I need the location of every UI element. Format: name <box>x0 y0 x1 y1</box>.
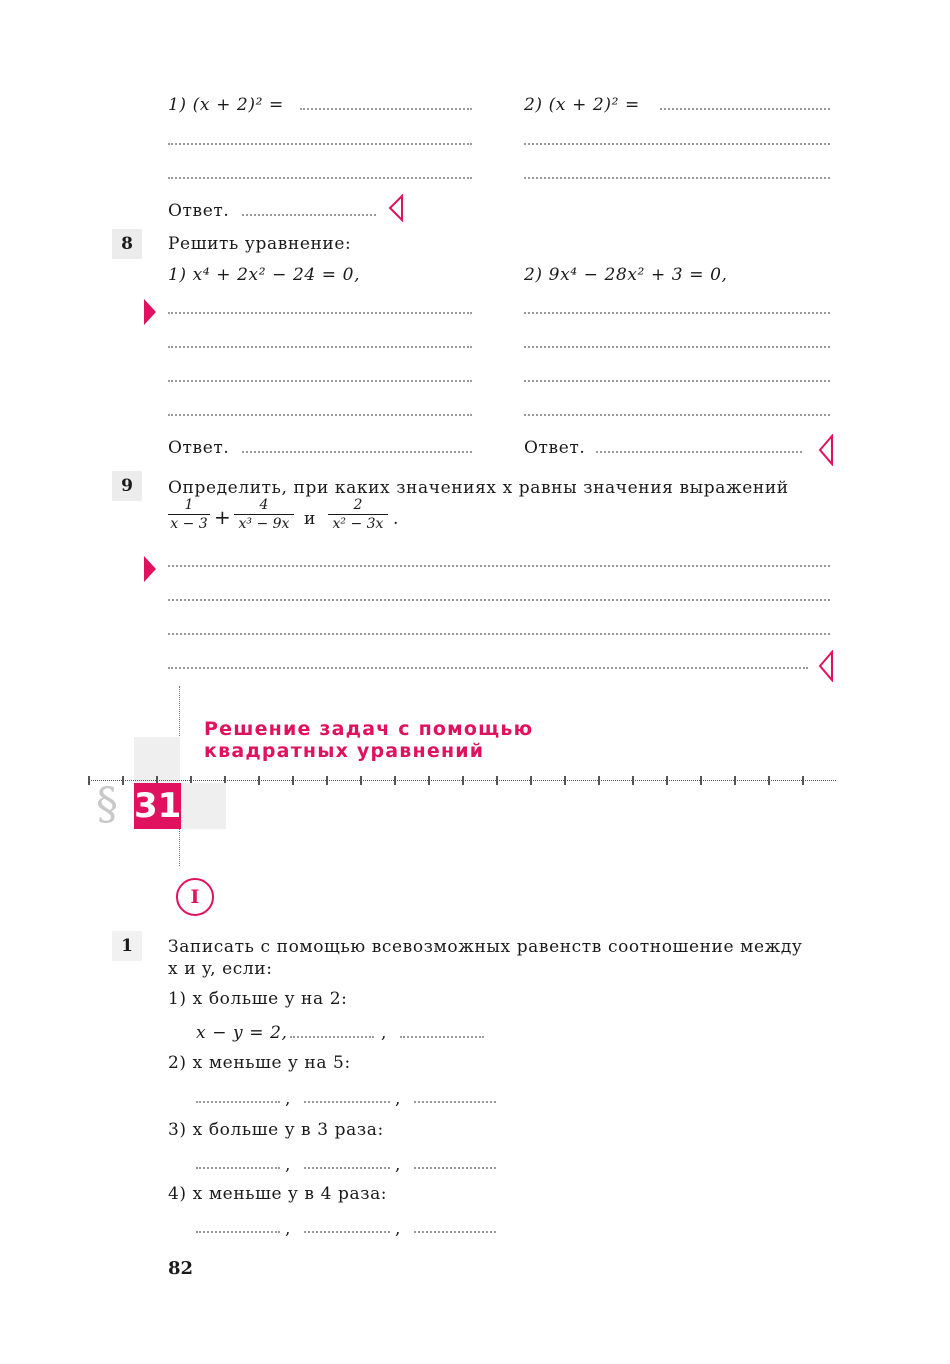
answer-line[interactable] <box>290 1036 374 1038</box>
page-number: 82 <box>168 1258 194 1279</box>
comma: , <box>395 1219 402 1239</box>
task-number: 9 <box>112 471 142 501</box>
task1-prompt-line1: Записать с помощью всевозможных равенств соотношение между <box>168 937 803 957</box>
plus-sign: + <box>214 505 232 529</box>
answer-line[interactable] <box>660 108 830 110</box>
start-marker-icon <box>144 299 156 325</box>
task7-item2: 2) (x + 2)² = <box>524 95 640 115</box>
task1-sub2: 2) x меньше y на 5: <box>168 1053 351 1073</box>
answer-label: Ответ. <box>168 438 230 458</box>
answer-line[interactable] <box>168 380 472 382</box>
ruler-tick <box>292 776 294 785</box>
ruler-tick <box>462 776 464 785</box>
answer-label: Ответ. <box>168 201 230 221</box>
ruler-tick <box>700 776 702 785</box>
answer-line[interactable] <box>400 1036 484 1038</box>
answer-line[interactable] <box>196 1101 280 1103</box>
ruler-tick <box>598 776 600 785</box>
section-title <box>204 718 533 762</box>
answer-label: Ответ. <box>524 438 586 458</box>
section-title-line2: квадратных уравнений <box>204 740 485 762</box>
answer-line[interactable] <box>524 414 830 416</box>
answer-line[interactable] <box>242 451 472 453</box>
end-marker-icon <box>818 650 834 682</box>
answer-line[interactable] <box>196 1167 280 1169</box>
ruler-tick <box>360 776 362 785</box>
answer-line[interactable] <box>242 214 376 216</box>
fraction: 2 x² − 3x <box>328 497 388 532</box>
end-marker-icon <box>388 194 404 222</box>
ruler-tick <box>564 776 566 785</box>
task1-sub3: 3) x больше y в 3 раза: <box>168 1120 384 1140</box>
comma: , <box>285 1155 292 1175</box>
section-decor <box>181 783 226 829</box>
task7-item1: 1) (x + 2)² = <box>168 95 284 115</box>
answer-line[interactable] <box>168 414 472 416</box>
fraction: 1 x − 3 <box>168 497 210 532</box>
comma: , <box>285 1089 292 1109</box>
answer-line[interactable] <box>414 1231 496 1233</box>
section-title-line1: Решение задач с помощью <box>204 718 534 740</box>
start-marker-icon <box>144 556 156 582</box>
ruler-tick <box>258 776 260 785</box>
ruler-tick <box>122 776 124 785</box>
paragraph-sign-icon: § <box>96 779 118 830</box>
task8-prompt: Решить уравнение: <box>168 234 352 254</box>
ruler-tick <box>734 776 736 785</box>
ruler-tick <box>88 776 90 785</box>
ruler-tick <box>530 776 532 785</box>
answer-line[interactable] <box>300 108 472 110</box>
task1-sub4: 4) x меньше y в 4 раза: <box>168 1184 388 1204</box>
answer-line[interactable] <box>168 565 830 567</box>
answer-line[interactable] <box>304 1167 390 1169</box>
answer-line[interactable] <box>168 177 472 179</box>
answer-line[interactable] <box>168 312 472 314</box>
ruler-tick <box>326 776 328 785</box>
ruler-tick <box>496 776 498 785</box>
answer-line[interactable] <box>524 346 830 348</box>
task1-sub1: 1) x больше y на 2: <box>168 989 348 1009</box>
ruler-tick <box>428 776 430 785</box>
comma: , <box>395 1155 402 1175</box>
task1-sub1-example: x − y = 2, <box>196 1023 288 1043</box>
period: . <box>393 509 400 529</box>
task9-prompt: Определить, при каких значениях x равны значения выражений <box>168 478 789 498</box>
answer-line[interactable] <box>168 633 830 635</box>
ruler-tick <box>666 776 668 785</box>
answer-line[interactable] <box>524 312 830 314</box>
task-number: 8 <box>112 229 142 259</box>
ruler-tick <box>802 776 804 785</box>
answer-line[interactable] <box>168 667 808 669</box>
horizontal-ruler <box>88 780 836 781</box>
and-word: и <box>304 509 316 529</box>
end-marker-icon <box>818 434 834 466</box>
ruler-tick <box>394 776 396 785</box>
answer-line[interactable] <box>196 1231 280 1233</box>
fraction: 4 x³ − 9x <box>234 497 294 532</box>
comma: , <box>285 1219 292 1239</box>
answer-line[interactable] <box>524 177 830 179</box>
answer-line[interactable] <box>304 1101 390 1103</box>
task8-item1: 1) x⁴ + 2x² − 24 = 0, <box>168 265 361 285</box>
answer-line[interactable] <box>168 599 830 601</box>
answer-line[interactable] <box>168 143 472 145</box>
answer-line[interactable] <box>168 346 472 348</box>
difficulty-level-badge: I <box>176 878 214 916</box>
answer-line[interactable] <box>414 1101 496 1103</box>
task-number: 1 <box>112 931 142 961</box>
section-number-badge: 31 <box>134 783 181 829</box>
ruler-tick <box>768 776 770 785</box>
answer-line[interactable] <box>414 1167 496 1169</box>
task1-prompt-line2: x и y, если: <box>168 959 273 979</box>
comma: , <box>395 1089 402 1109</box>
comma: , <box>381 1023 388 1043</box>
answer-line[interactable] <box>524 143 830 145</box>
ruler-tick <box>632 776 634 785</box>
answer-line[interactable] <box>304 1231 390 1233</box>
answer-line[interactable] <box>524 380 830 382</box>
answer-line[interactable] <box>596 451 802 453</box>
task8-item2: 2) 9x⁴ − 28x² + 3 = 0, <box>524 265 728 285</box>
